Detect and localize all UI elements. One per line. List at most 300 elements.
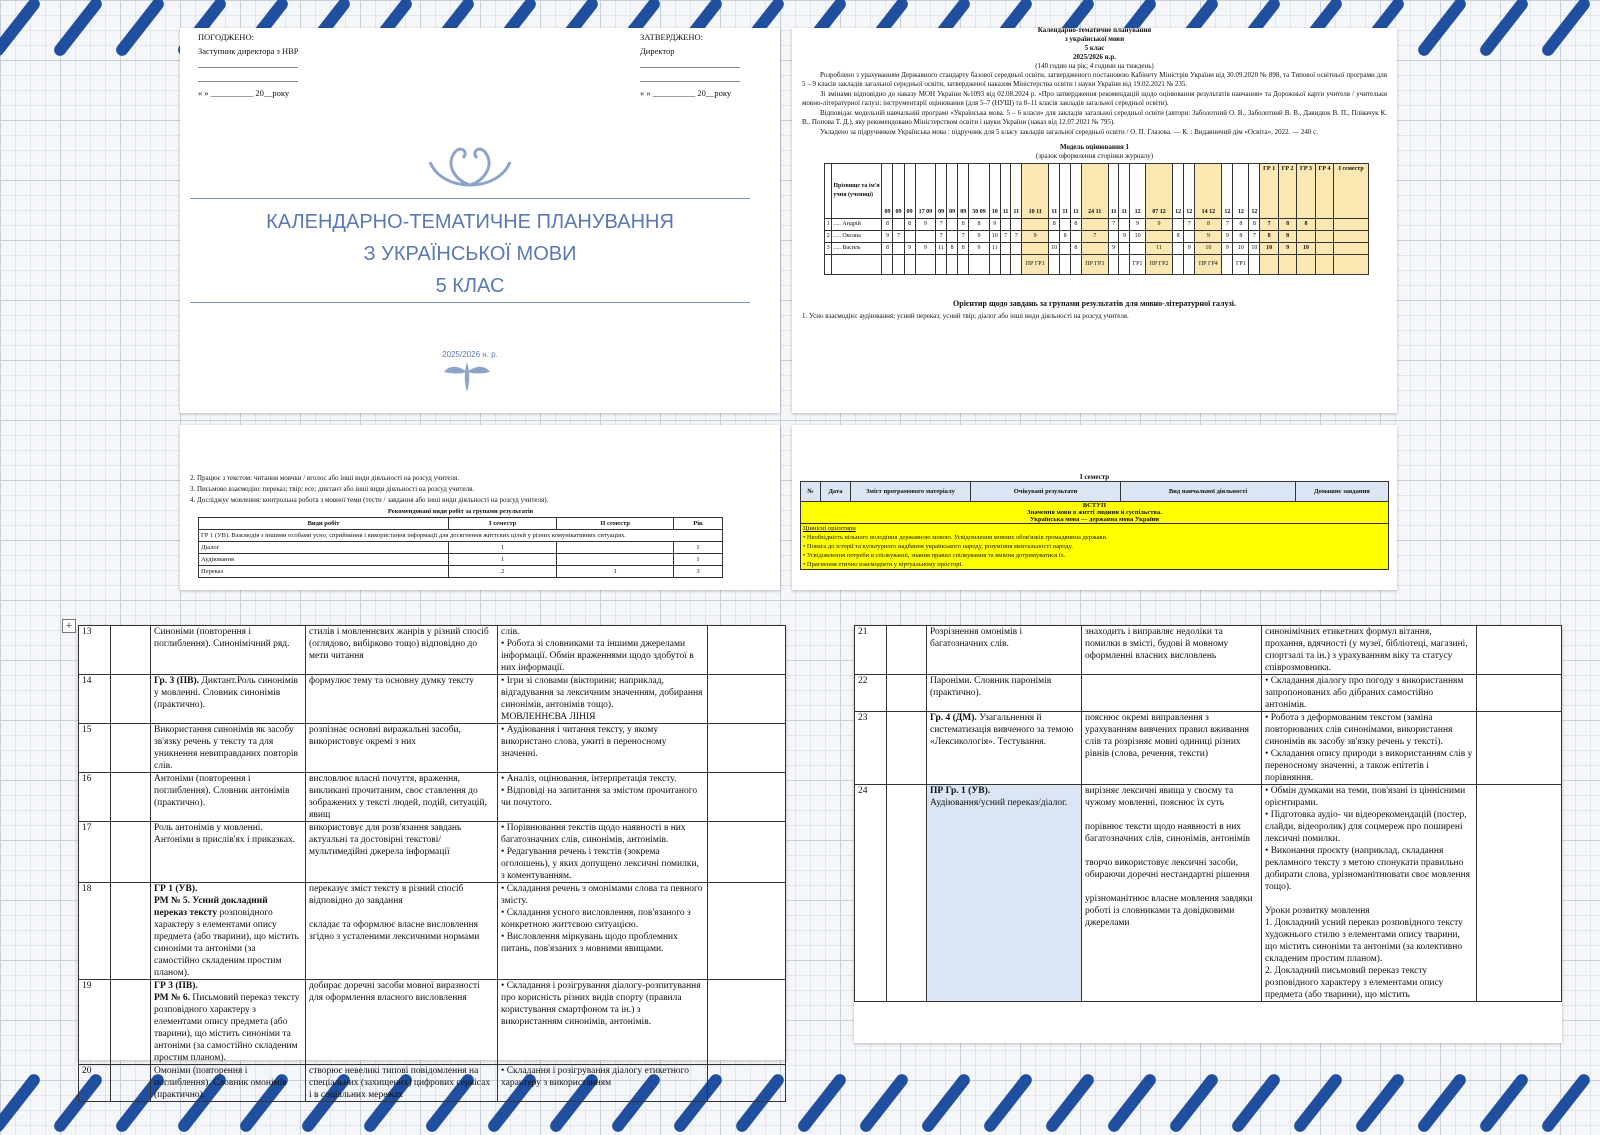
table-cell bbox=[1334, 243, 1369, 255]
table-cell: ..... Василь bbox=[832, 243, 882, 255]
lesson-content: ГР 1 (УВ). РМ № 5. Усний докладний переказ тексту розповідного характеру з елементами опису предмета (або тварини), що містить синоніми та антоніми (за самостійно складеним простим планом). bbox=[151, 883, 306, 980]
table-cell bbox=[1071, 231, 1082, 243]
lesson-homework bbox=[708, 980, 786, 1065]
table-cell: 8 bbox=[1173, 231, 1184, 243]
table-row bbox=[825, 255, 1369, 275]
table-header: 12 bbox=[1233, 164, 1249, 219]
table-cell: 8 bbox=[969, 219, 989, 231]
table-header: 12 bbox=[1249, 164, 1260, 219]
table-cell: 8 bbox=[1071, 219, 1082, 231]
lesson-expected-result: стилів і мовленнєвих жанрів у різний спосіб (оглядово, вибірково тощо) відповідно до мети читання bbox=[306, 626, 498, 675]
table-cell bbox=[915, 255, 935, 275]
table-header: 11 bbox=[1011, 164, 1022, 219]
table-cell: 10 bbox=[1260, 243, 1278, 255]
lesson-row bbox=[79, 773, 786, 822]
lesson-content: Роль антонімів у мовленні. Антоніми в прислів'ях і приказках. bbox=[151, 822, 306, 883]
table-cell: 8 bbox=[1233, 231, 1249, 243]
table-cell: 7 bbox=[936, 231, 947, 243]
table-cell bbox=[1000, 255, 1011, 275]
table-header: 10 bbox=[989, 164, 1000, 219]
table-cell bbox=[915, 231, 935, 243]
table-cell: 9 bbox=[1222, 231, 1233, 243]
lesson-activity: • Аудіювання і читання тексту, у якому використано слова, ужиті в переносному значенні. bbox=[498, 724, 708, 773]
table-cell bbox=[1130, 243, 1146, 255]
lesson-row bbox=[855, 785, 1562, 1002]
lesson-number: 16 bbox=[79, 773, 111, 822]
table-cell: 8 bbox=[958, 219, 969, 231]
table-cell bbox=[893, 219, 904, 231]
table-cell bbox=[904, 255, 915, 275]
table-header: 09 bbox=[893, 164, 904, 219]
table-header: 09 bbox=[904, 164, 915, 219]
table-cell bbox=[893, 243, 904, 255]
lesson-number: 18 bbox=[79, 883, 111, 980]
stripe-decoration bbox=[1478, 1072, 1531, 1135]
stripe-decoration bbox=[1416, 0, 1469, 58]
stripe-decoration bbox=[1044, 1072, 1097, 1135]
lesson-content: Гр. 3 (ПВ). Диктант.Роль синонімів у мовленні. Словник синонімів (практично). bbox=[151, 675, 306, 724]
lesson-content-bold: ГР 1 (УВ). РМ № 5. Усний докладний переказ тексту bbox=[154, 884, 268, 918]
table-cell bbox=[1297, 255, 1315, 275]
table-cell: 9 bbox=[915, 219, 935, 231]
stripe-decoration bbox=[1292, 1072, 1345, 1135]
table-cell: 8 bbox=[947, 243, 958, 255]
table-cell: ПР ГР4 bbox=[1195, 255, 1222, 275]
lesson-number: 21 bbox=[855, 626, 887, 675]
table-header: 11 bbox=[1108, 164, 1119, 219]
semester-table: № Дата Зміст програмового матеріалу Очікувані результати Вид навчальної діяльності Домашнє завдання ВСТУП Значення мови в житті людини й суспільства. Українська мова — державна мова України Ціннісні орієнтири • Необхідність вільного володіння державною мовою. Усвідомлення мовних обов'язків громадянина держави. • Повага до історії та культурного надбання українського народу, розуміння ментальності народу. • Усвідомлення потреби в спілкуванні, знання правил спілкування та вміння дотримуватися їх. • Прагнення етично взаємодіяти у віртуальному просторі. bbox=[800, 481, 1389, 570]
table-cell: 9 bbox=[1119, 231, 1130, 243]
lesson-expected-result: використовує для розв'язання завдань актуальні та достовірні текстові/мультимедійні джерела інформації bbox=[306, 822, 498, 883]
lesson-date bbox=[111, 822, 151, 883]
table-header: 24 11 bbox=[1081, 164, 1108, 219]
lesson-content-bold: ГР 3 (ПВ). РМ № 6. bbox=[154, 981, 198, 1003]
table-cell: 7 bbox=[1222, 219, 1233, 231]
lesson-number: 19 bbox=[79, 980, 111, 1065]
lesson-content: Антоніми (повторення і поглиблення). Словник антонімів (практично). bbox=[151, 773, 306, 822]
table-header: ГР 4 bbox=[1315, 164, 1333, 219]
table-cell: 8 bbox=[1195, 219, 1222, 231]
table-header: ГР 1 bbox=[1260, 164, 1278, 219]
table-cell: 7 bbox=[1260, 219, 1278, 231]
table-cell bbox=[1060, 255, 1071, 275]
lesson-expected-result: пояснює окремі виправлення з урахуванням вивчених правил вживання слів та розрізняє мовні одиниці різних рівнів (слова, речення, тексти) bbox=[1082, 712, 1262, 785]
table-cell: 9 bbox=[1195, 231, 1222, 243]
lesson-date bbox=[887, 626, 927, 675]
table-cell bbox=[832, 255, 882, 275]
table-cell bbox=[989, 255, 1000, 275]
table-cell: 8 bbox=[1233, 219, 1249, 231]
orientation-title: Орієнтир щодо завдань за групами результатів для мовно-літературної галузі. bbox=[953, 299, 1236, 308]
table-cell bbox=[1173, 219, 1184, 231]
table-cell: 9 bbox=[1184, 243, 1195, 255]
lesson-homework bbox=[708, 1065, 786, 1102]
table-cell: 8 bbox=[1071, 243, 1082, 255]
lesson-table-fragment-left bbox=[78, 625, 786, 1100]
document-title: КАЛЕНДАРНО-ТЕМАТИЧНЕ ПЛАНУВАННЯ З УКРАЇНСЬКОЇ МОВИ 5 КЛАС bbox=[266, 211, 674, 297]
table-cell bbox=[825, 164, 832, 219]
table-cell bbox=[1222, 255, 1233, 275]
table-cell bbox=[893, 255, 904, 275]
table-cell: 10 bbox=[1130, 231, 1146, 243]
table-cell bbox=[947, 219, 958, 231]
approval-label: ПОГОДЖЕНО: bbox=[198, 32, 254, 42]
table-cell bbox=[1184, 255, 1195, 275]
table-cell bbox=[1060, 243, 1071, 255]
semester-title: І семестр bbox=[1079, 473, 1110, 481]
lesson-date bbox=[111, 980, 151, 1065]
lesson-homework bbox=[708, 773, 786, 822]
stripe-decoration bbox=[920, 1072, 973, 1135]
table-cell bbox=[1119, 219, 1130, 231]
lesson-activity: синонімічних етикетних формул вітання, прохання, вдячності (у музеї, бібліотеці, магазині, спортзалі та ін.) з урахуванням віку та статусу співрозмовника. bbox=[1262, 626, 1477, 675]
lesson-homework bbox=[708, 724, 786, 773]
table-cell: 7 bbox=[1011, 231, 1022, 243]
confirmation-role: Директор bbox=[640, 46, 675, 56]
table-cell bbox=[1297, 231, 1315, 243]
table-cell: 10 bbox=[1249, 243, 1260, 255]
lesson-date bbox=[111, 773, 151, 822]
stripe-decoration bbox=[1354, 1072, 1407, 1135]
lesson-number: 17 bbox=[79, 822, 111, 883]
table-cell: 11 bbox=[936, 243, 947, 255]
table-cell: ПР ГР2 bbox=[1145, 255, 1172, 275]
lesson-content: Синоніми (повторення і поглиблення). Синонімічний ряд. bbox=[151, 626, 306, 675]
table-header: 09 bbox=[882, 164, 893, 219]
table-cell: 9 bbox=[915, 243, 935, 255]
lesson-expected-result: знаходить і виправляє недоліки та помилки в змісті, будові й мовному оформленні власних висловлень bbox=[1082, 626, 1262, 675]
lesson-number: 20 bbox=[79, 1065, 111, 1102]
table-header: 11 bbox=[1049, 164, 1060, 219]
stripe-decoration bbox=[1540, 0, 1593, 58]
stripe-decoration bbox=[1540, 1072, 1593, 1135]
lesson-homework bbox=[1477, 712, 1562, 785]
lesson-row bbox=[79, 675, 786, 724]
table-header: 09 bbox=[947, 164, 958, 219]
lesson-content: ПР Гр. 1 (УВ). Аудіювання/усний переказ/діалог. bbox=[927, 785, 1082, 1002]
table-cell bbox=[1108, 255, 1119, 275]
table-row: Аудіювання 1 1 bbox=[199, 554, 723, 566]
table-cell: 8 bbox=[1278, 219, 1296, 231]
table-move-handle-icon[interactable]: + bbox=[62, 619, 76, 633]
lesson-activity: • Складання діалогу про погоду з використанням запропонованих або дібраних самостійно антонімів. bbox=[1262, 675, 1477, 712]
table-cell: 2 bbox=[825, 231, 832, 243]
table-cell bbox=[1334, 231, 1369, 243]
lesson-activity: • Аналіз, оцінювання, інтерпретація тексту. • Відповіді на запитання за змістом прочитаного чи почутого. bbox=[498, 773, 708, 822]
lesson-table-fragment-right bbox=[854, 625, 1562, 1043]
lesson-date bbox=[887, 785, 927, 1002]
table-row bbox=[825, 231, 1369, 243]
lesson-number: 23 bbox=[855, 712, 887, 785]
lesson-row bbox=[79, 883, 786, 980]
lesson-number: 14 bbox=[79, 675, 111, 724]
table-cell bbox=[1184, 231, 1195, 243]
lesson-row bbox=[855, 626, 1562, 675]
table-cell: 8 bbox=[1278, 231, 1296, 243]
table-cell: 8 bbox=[958, 243, 969, 255]
lesson-number: 22 bbox=[855, 675, 887, 712]
table-cell: 9 bbox=[969, 243, 989, 255]
lesson-row bbox=[79, 626, 786, 675]
table-cell: 8 bbox=[1060, 231, 1071, 243]
table-cell bbox=[1108, 231, 1119, 243]
table-cell bbox=[1145, 231, 1172, 243]
lesson-content: Пароніми. Словник паронімів (практично). bbox=[927, 675, 1082, 712]
stripe-decoration bbox=[1168, 1072, 1221, 1135]
semester-page bbox=[792, 425, 1397, 590]
stripe-decoration bbox=[52, 0, 105, 58]
lesson-expected-result: добирає доречні засоби мовної виразності для оформлення власного висловлення bbox=[306, 980, 498, 1065]
table-cell bbox=[1081, 219, 1108, 231]
stripe-decoration bbox=[796, 1072, 849, 1135]
lesson-content-bold: ПР Гр. 1 (УВ). bbox=[930, 786, 991, 796]
confirmation-block bbox=[640, 30, 740, 100]
approval-block bbox=[198, 30, 299, 100]
table-cell bbox=[1049, 255, 1060, 275]
lesson-activity: слів. • Робота зі словниками та іншими джерелами інформації. Обмін враженнями щодо здобутої в них інформації. bbox=[498, 626, 708, 675]
table-cell: 8 bbox=[882, 219, 893, 231]
table-cell bbox=[1011, 255, 1022, 275]
table-header: Прізвище та ім'я учня (учениці) bbox=[832, 164, 882, 219]
lesson-activity: • Ігри зі словами (вікторини; наприклад, відгадування за лексичним значенням, добирання синонімів, антонімів тощо). МОВЛЕННЄВА ЛІНІЯ bbox=[498, 675, 708, 724]
table-header: 11 bbox=[1071, 164, 1082, 219]
table-cell bbox=[969, 255, 989, 275]
table-cell: 8 bbox=[882, 243, 893, 255]
lesson-content: Розрізнення омонімів і багатозначних слів. bbox=[927, 626, 1082, 675]
intro-paragraph: Укладено за підручником Українська мова : підручник для 5 класу закладів загальної середньої освіти / О. П. Глазова. — К. : Видавничий дім «Освіта», 2022. — 240 с. bbox=[820, 128, 1318, 136]
lesson-row bbox=[79, 1065, 786, 1102]
table-cell: 10 bbox=[1297, 243, 1315, 255]
lesson-homework bbox=[1477, 675, 1562, 712]
table-cell: 11 bbox=[989, 243, 1000, 255]
table-cell bbox=[1249, 255, 1260, 275]
approval-date: « » __________ 20__року bbox=[198, 88, 290, 98]
lesson-homework bbox=[1477, 785, 1562, 1002]
stripe-decoration bbox=[0, 1072, 42, 1135]
table-cell bbox=[904, 231, 915, 243]
lesson-row bbox=[79, 724, 786, 773]
lesson-homework bbox=[708, 626, 786, 675]
table-cell: ..... Оксана bbox=[832, 231, 882, 243]
table-cell: 7 bbox=[1081, 231, 1108, 243]
lesson-row bbox=[855, 712, 1562, 785]
table-cell: 8 bbox=[1297, 219, 1315, 231]
table-cell: ..... Андрій bbox=[832, 219, 882, 231]
cover-page bbox=[180, 28, 780, 413]
table-cell bbox=[1334, 219, 1369, 231]
table-cell bbox=[947, 231, 958, 243]
lesson-number: 24 bbox=[855, 785, 887, 1002]
table-cell bbox=[1315, 219, 1333, 231]
table-cell: 7 bbox=[893, 231, 904, 243]
table-cell bbox=[1119, 255, 1130, 275]
confirmation-label: ЗАТВЕРДЖЕНО: bbox=[640, 32, 704, 42]
table-cell bbox=[882, 255, 893, 275]
lesson-activity: • Робота з деформованим текстом (заміна повторюваних слів синонімами, використання синонімів як засобу зв'язку речень у тексті). • Складання опису природи з використанням слів у переносному значенні, а також епітетів і порівняння. bbox=[1262, 712, 1477, 785]
lesson-expected-result: переказує зміст тексту в різний спосіб відповідно до завдання складає та оформлює власне висловлення згідно з усталеними лексичними нормами bbox=[306, 883, 498, 980]
table-cell: 9 bbox=[989, 219, 1000, 231]
lesson-homework bbox=[708, 883, 786, 980]
lesson-activity: • Складання і розігрування діалогу-розпитування про корисність різних видів спорту (правила користування смартфоном та ін.) з використанням синонімів, антонімів. bbox=[498, 980, 708, 1065]
table-cell bbox=[1049, 231, 1060, 243]
table-cell: 9 bbox=[1222, 243, 1233, 255]
model-title: Модель оцінювання 1 bbox=[1059, 143, 1130, 151]
lesson-activity: • Порівнювання текстів щодо наявності в них багатозначних слів, синонімів, антонімів. • Редагування речень і текстів (зокрема оголошень), у яких допущено лексичні помилки, з коментуванням. bbox=[498, 822, 708, 883]
table-cell bbox=[1022, 243, 1049, 255]
lesson-expected-result: формулює тему та основну думку тексту bbox=[306, 675, 498, 724]
lesson-expected-result: вирізняє лексичні явища у своєму та чужому мовленні, пояснює їх суть порівнює тексти щодо наявності в них багатозначних слів, синонімів, антонімів творчо використовує лексичні засоби, обираючи доречні нестандартні рішення урізноманітнює власне мовлення завдяки роботі із словниками та довідковими джерелами bbox=[1082, 785, 1262, 1002]
lesson-expected-result bbox=[1082, 675, 1262, 712]
table-cell: 9 bbox=[1145, 219, 1172, 231]
table-header: 11 bbox=[1119, 164, 1130, 219]
table-cell: 9 bbox=[1130, 219, 1146, 231]
section-label: ВСТУП bbox=[1082, 502, 1107, 509]
table-cell bbox=[1081, 243, 1108, 255]
table-header: 12 bbox=[1222, 164, 1233, 219]
lesson-content: Гр. 4 (ДМ). Узагальнення й систематизація вивченого за темою «Лексикологія». Тестування. bbox=[927, 712, 1082, 785]
lesson-number: 15 bbox=[79, 724, 111, 773]
lesson-homework bbox=[1477, 626, 1562, 675]
table-header: 11 bbox=[1060, 164, 1071, 219]
table-cell: 9 bbox=[969, 231, 989, 243]
table-cell bbox=[1000, 243, 1011, 255]
table-header: 14 12 bbox=[1195, 164, 1222, 219]
table-header: 12 bbox=[1173, 164, 1184, 219]
table-cell bbox=[958, 255, 969, 275]
table-header: І семестр bbox=[1334, 164, 1369, 219]
table-cell bbox=[1260, 255, 1278, 275]
table-cell bbox=[1011, 219, 1022, 231]
table-header: 11 bbox=[1000, 164, 1011, 219]
intro-paragraph: Відповідає модельній навчальній програмі «Українська мова. 5 – 6 класи» для закладів загальної середньої освіти (автори: Заболотний О. В., Заболотний В. В., Давидюк В. П., Плівачук К. В., Попова Т. Д.), яку рекомендовано Міністерством освіти і науки України (наказ від 12.07.2021 № 795). bbox=[802, 109, 1387, 126]
table-cell: 8 bbox=[1260, 231, 1278, 243]
table-cell: ПР ГР1 bbox=[1022, 255, 1049, 275]
lesson-expected-result: розпізнає основні виражальні засоби, використовує окремі з них bbox=[306, 724, 498, 773]
table-cell: 10 bbox=[989, 231, 1000, 243]
lesson-content-bold: Гр. 3 (ПВ). bbox=[154, 676, 200, 686]
table-cell: 10 bbox=[1233, 243, 1249, 255]
confirmation-date: « » __________ 20__року bbox=[640, 88, 732, 98]
table-cell bbox=[1071, 255, 1082, 275]
table-cell: 10 bbox=[1049, 243, 1060, 255]
table-cell: 9 bbox=[904, 243, 915, 255]
leaf-ornament-icon bbox=[442, 358, 492, 403]
intro-paragraph: Зі змінами відповідно до наказу МОН України №1093 від 02.08.2024 р. «Про затвердження рекомендацій щодо оцінювання результатів навчання» та Дорожньої карти учителя / учительки мовно-літературної галузі: інструментарії оцінювання (для 5–7 (НУШ) та 8–11 класів закладів загальної середньої освіти). bbox=[802, 90, 1387, 107]
table-cell bbox=[1060, 219, 1071, 231]
stripe-decoration bbox=[1106, 1072, 1159, 1135]
table-cell: 8 bbox=[1249, 219, 1260, 231]
lesson-date bbox=[111, 724, 151, 773]
lesson-date bbox=[111, 675, 151, 724]
table-cell bbox=[1278, 255, 1296, 275]
lesson-date bbox=[111, 1065, 151, 1102]
table-cell: 11 bbox=[1145, 243, 1172, 255]
lesson-expected-result: висловлює власні почуття, враження, викликані прочитаним, своє ставлення до зображених у тексті людей, подій, ситуацій, явищ bbox=[306, 773, 498, 822]
table-header: ГР 2 bbox=[1278, 164, 1296, 219]
table-cell: 8 bbox=[1049, 219, 1060, 231]
lesson-row bbox=[855, 675, 1562, 712]
stripe-decoration bbox=[1416, 1072, 1469, 1135]
table-cell: ГР1 bbox=[1130, 255, 1146, 275]
work-types-page: 2. Працює з текстом: читання мовчки / вголос або інші види діяльності на розсуд учителя. 3. Письмово взаємодію: переказ; твір; есе; диктант або інші види діяльності на розсуд учителя. 4. Досліджує мовлення: контрольна робота з мовної теми (тести / завдання або інші види діяльності на розсуд учителя). Рекомендовані види робіт за групами результатів Види робіт І семестр ІІ семестр Рік ГР 1 (УВ). Взаємодія з іншими особами усно, сприймання і використання інформації для досягнення життєвих цілей у різних комунікативних ситуаціях. Діалог 1 1 Аудіювання 1 1 Переказ 2 1 3 bbox=[180, 425, 780, 590]
lesson-homework bbox=[708, 822, 786, 883]
table-cell bbox=[947, 255, 958, 275]
table-cell bbox=[1315, 243, 1333, 255]
table-cell: 10 bbox=[1195, 243, 1222, 255]
table-cell bbox=[1011, 243, 1022, 255]
lesson-activity: • Складання і розігрування діалогу етикетного характеру з використанням bbox=[498, 1065, 708, 1102]
table-cell bbox=[1000, 219, 1011, 231]
table-cell: 9 bbox=[1278, 243, 1296, 255]
lesson-content: Омоніми (повторення і поглиблення). Словник омонімів (практично). bbox=[151, 1065, 306, 1102]
lesson-content: Використання синонімів як засобу зв'язку речень у тексту та для уникнення невиправданих повторів слів. bbox=[151, 724, 306, 773]
table-cell bbox=[1315, 231, 1333, 243]
table-header: 10 11 bbox=[1022, 164, 1049, 219]
table-cell: ПР ГР3 bbox=[1081, 255, 1108, 275]
lesson-activity: • Складання речень з омонімами слова та певного змісту. • Складання усного висловлення, пов'язаного з конкретною життєвою ситуацією. • Висловлення міркувань щодо проблемних питань, пов'язаних з мовними явищами. bbox=[498, 883, 708, 980]
table-row: Переказ 2 1 3 bbox=[199, 566, 723, 578]
lesson-homework bbox=[708, 675, 786, 724]
floral-ornament-icon bbox=[425, 140, 515, 199]
lesson-activity: • Обмін думками на теми, пов'язані із ціннісними орієнтирами. • Підготовка аудіо- чи відеорекомендацій (постер, слайди, відеоролик) для соцмереж про поширені лексичні помилки. • Виконання проєкту (наприклад, складання рекламного тексту з метою спонукати правильно добирати слова, урізноманітнювати своє мовлення тощо). Уроки розвитку мовлення 1. Докладний усний переказ розповідного тексту художнього стилю з елементами опису тварини, що містить синоніми та антоніми (за колективно складеним простим планом). 2. Докладний письмовий переказ тексту розповідного характеру з елементами опису предмета (або тварини), що містить bbox=[1262, 785, 1477, 1002]
table-cell: 3 bbox=[825, 243, 832, 255]
lesson-number: 13 bbox=[79, 626, 111, 675]
intro-paragraph: Розроблено з урахуванням Державного стандарту базової середньої освіти, затвердженого постановою Кабінету Міністрів України від 30.09.2020 № 898, та Типової освітньої програми для 5 – 9 класів закладів загальної середньої освіти, затвердженої наказом Міністерства освіти і науки України від 19.02.2021 № 235. bbox=[802, 71, 1387, 88]
table-cell bbox=[1022, 219, 1049, 231]
work-types-table: Рекомендовані види робіт за групами результатів Види робіт І семестр ІІ семестр Рік ГР 1 (УВ). Взаємодія з іншими особами усно, сприймання і використання інформації для досягнення життєвих цілей у різних комунікативних ситуаціях. Діалог 1 1 Аудіювання 1 1 Переказ 2 1 3 bbox=[198, 506, 723, 578]
lesson-date bbox=[111, 883, 151, 980]
academic-year: 2025/2026 н. р. bbox=[442, 350, 498, 359]
table-cell: ГР1 bbox=[1233, 255, 1249, 275]
table-cell bbox=[1173, 243, 1184, 255]
table-cell: 7 bbox=[1000, 231, 1011, 243]
table-cell bbox=[1173, 255, 1184, 275]
lesson-date bbox=[887, 675, 927, 712]
table-row bbox=[825, 219, 1369, 231]
table-cell: 7 bbox=[936, 219, 947, 231]
stripe-decoration bbox=[1478, 0, 1531, 58]
table-cell: 9 bbox=[1108, 243, 1119, 255]
lesson-date bbox=[887, 712, 927, 785]
table-cell bbox=[936, 255, 947, 275]
approval-role: Заступник директора з НВР bbox=[198, 46, 299, 56]
table-header: 09 bbox=[936, 164, 947, 219]
table-cell: 8 bbox=[904, 219, 915, 231]
table-header: 09 bbox=[958, 164, 969, 219]
stripe-decoration bbox=[982, 1072, 1035, 1135]
table-cell: 9 bbox=[882, 231, 893, 243]
table-cell: 1 bbox=[825, 219, 832, 231]
stripe-decoration bbox=[1230, 1072, 1283, 1135]
table-cell: 7 bbox=[1184, 219, 1195, 231]
lesson-row bbox=[79, 980, 786, 1065]
lesson-row bbox=[79, 822, 786, 883]
table-header: ГР 3 bbox=[1297, 164, 1315, 219]
stripe-decoration bbox=[0, 0, 42, 58]
table-header: 07 12 bbox=[1145, 164, 1172, 219]
lesson-content-bold: Гр. 4 (ДМ). bbox=[930, 713, 977, 723]
table-header: 17 09 bbox=[915, 164, 935, 219]
table-cell bbox=[1315, 255, 1333, 275]
table-header: 30 09 bbox=[969, 164, 989, 219]
table-header: 12 bbox=[1184, 164, 1195, 219]
stripe-decoration bbox=[114, 0, 167, 58]
intro-page: Календарно-тематичне планування з української мови 5 клас 2025/2026 н.р. (140 годин на рік; 4 години на тиждень) Розроблено з урахуванням Державного стандарту базової середньої освіти, затвердженого постановою Кабінету Міністрів України від 30.09.2020 № 898, та Типової освітньої програми для 5 – 9 класів закладів загальної середньої освіти, затвердженої наказом Міністерства освіти і науки України від 19.02.2021 № 235. Зі змінами відповідно до наказу МОН України №1093 від 02.08.2024 р. «Про затвердження рекомендацій щодо оцінювання результатів навчання» та Дорожньої карти учителя / учительки мовно-літературної галузі: інструментарії оцінювання (для 5–7 (НУШ) та 8–11 класів закладів загальної середньої освіти). Відповідає модельній навчальній програмі «Українська мова. 5 – 6 класи» для закладів загальної середньої освіти (автори: Заболотний О. В., Заболотний В. В., Давидюк В. П., Плівачук К. В., Попова Т. Д.), яку рекомендовано Міністерством освіти і науки України (наказ від 12.07.2021 № 795). Укладено за підручником Українська мова : підручник для 5 класу закладів загальної середньої освіти / О. П. Глазова. — К. : Видавничий дім «Освіта», 2022. — 240 с. Модель оцінювання 1 (зразок оформлення сторінки журналу) Прізвище та ім'я учня (учениці) 09 09 09 17 09 09 09 09 30 09 10 11 11 10 11 11 11 11 24 11 11 11 12 07 12 12 12 14 12 12 12 12 ГР 1 ГР 2 ГР 3 ГР 4 І семестр 1 ..... Андрій 8 8 9 7 8 8 9 8 8 7 9 9 7 8 7 8 8 7 8 8 2 ..... Оксана 9 7 7 7 9 10 7 7 9 8 7 9 10 8 9 9 8 7 8 8 3 ..... Василь 8 9 9 11 8 8 9 11 10 8 9 11 9 10 9 10 10 10 9 10 ПР ГР1 ПР ГР3 ГР1 ПР ГР2 ПР ГР4 ГР1 Орієнтир щодо завдань за групами результатів для мовно-літературної галузі. 1. Усно взаємодію: аудіювання; усний переказ; усний твір; діалог або інші види діяльності на розсуд учителя. bbox=[792, 28, 1397, 413]
table-cell: 9 bbox=[1022, 231, 1049, 243]
table-cell bbox=[1119, 243, 1130, 255]
table-cell: 7 bbox=[958, 231, 969, 243]
table-cell bbox=[825, 255, 832, 275]
